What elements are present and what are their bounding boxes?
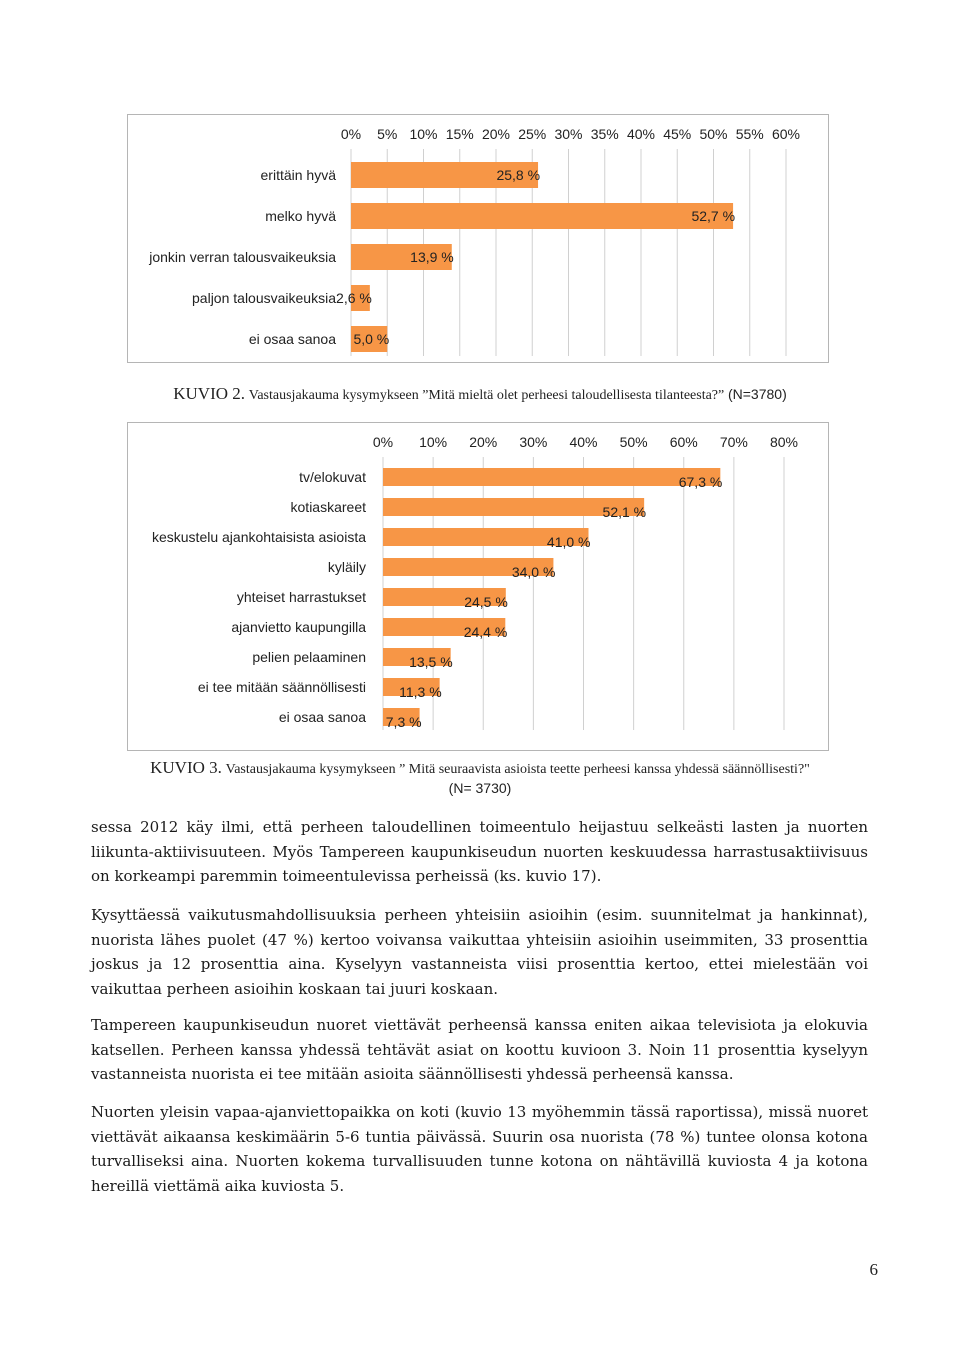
data-label: 34,0 % [511,564,556,580]
x-tick-label: 80% [769,434,799,450]
x-tick-label: 55% [735,126,764,142]
x-tick-label: 25% [518,126,547,142]
data-label: 11,3 % [399,684,442,700]
category-label: kotiaskareet [290,499,366,515]
category-label: ei osaa sanoa [248,331,336,347]
category-label: ei osaa sanoa [278,709,366,725]
caption-label: KUVIO 2. [173,384,246,403]
data-label: 7,3 % [385,714,422,730]
x-tick-label: 20% [469,434,498,450]
data-label: 24,5 % [464,594,508,610]
caption-n: (N= 3730) [448,780,512,796]
paragraph: sessa 2012 käy ilmi, että perheen taloudellinen toimeentulo heijastuu selkeästi lasten ja nuorten liikunta-aktiivisuuteen. Myös Tampereen kaupunkiseudun nuorten keskuudessa harrastusaktiivisuus on korkeampi paremmin toimeentulevissa perheissä (ks. kuvio 17). [91,818,868,885]
paragraph: Kysyttäessä vaikutusmahdollisuuksia perheen yhteisiin asioihin (esim. suunnitelmat ja hankinnat), nuorista lähes puolet (47 %) kertoo voivansa vaikuttaa yhteisiin asioihin useimmiten, 33 prosenttia joskus ja 12 prosenttia aina. Kyselyyn vastanneista viisi prosenttia kertoo, ettei mielestään voi vaikuttaa perheen asioihin koskaan tai juuri koskaan. [91,906,868,998]
x-tick-label: 30% [554,126,583,142]
page-number: 6 [869,1260,878,1279]
paragraph: Tampereen kaupunkiseudun nuoret viettävät perheensä kanssa eniten aikaa televisiota ja elokuvia katsellen. Perheen kanssa yhdessä tehtävät asiat on koottu kuvioon 3. Noin 11 prosenttia kyselyyn vastanneista nuorista ei tee mitään asioita säännöllisesti yhdessä perheensä kanssa. [91,1016,868,1083]
category-label: pelien pelaaminen [252,649,366,665]
x-tick-label: 20% [481,126,511,142]
caption-n: (N=3780) [727,386,787,402]
caption-text: Vastausjakauma kysymykseen ”Mitä mieltä olet perheesi taloudellisesta tilanteesta?” [248,388,725,403]
category-label: ajanvietto kaupungilla [231,619,366,635]
x-tick-label: 35% [590,126,619,142]
x-tick-label: 50% [619,434,648,450]
category-label: keskustelu ajankohtaisista asioista [151,529,366,545]
category-label: erittäin hyvä [260,167,336,183]
data-label: 5,0 % [353,331,390,347]
category-label: jonkin verran talousvaikeuksia [149,249,336,265]
caption-kuvio-3-n [0,780,960,798]
category-label: kyläily [327,559,366,575]
data-label: 24,4 % [463,624,508,640]
data-label: 2,6 % [336,290,372,306]
chart-2-svg [128,423,828,750]
caption-kuvio-2 [0,384,960,404]
bar [383,468,720,486]
data-label: 52,7 % [691,208,736,224]
category-label: paljon talousvaikeuksia [192,290,336,306]
x-tick-label: 40% [626,126,656,142]
x-tick-label: 0% [372,434,394,450]
caption-text: Vastausjakauma kysymykseen ” Mitä seuraavista asioista teette perheesi kanssa yhdessä säännöllisesti?" [225,762,810,777]
x-tick-label: 15% [445,126,474,142]
paragraph: Nuorten yleisin vapaa-ajanviettopaikka on koti (kuvio 13 myöhemmin tässä raportissa), missä nuoret viettävät aikaansa keskimäärin 5-6 tuntia päivässä. Suurin osa nuorista (78 %) tuntee olonsa kotona turvalliseksi aina. Nuorten kokema turvallisuuden tunne kotona on nähtävillä kuviosta 4 ja kotona hereillä viettämä aika kuviosta 5. [91,1103,868,1195]
chart-1-svg [128,115,828,362]
x-tick-label: 5% [377,126,398,142]
x-tick-label: 0% [340,126,362,142]
x-tick-label: 30% [519,434,548,450]
x-tick-label: 10% [419,434,448,450]
data-label: 41,0 % [546,534,591,550]
category-label: yhteiset harrastukset [236,589,366,605]
data-label: 25,8 % [496,167,541,183]
x-tick-label: 70% [719,434,748,450]
caption-label: KUVIO 3. [150,758,222,777]
data-label: 67,3 % [678,474,723,490]
category-label: melko hyvä [265,208,336,224]
caption-kuvio-3 [0,758,960,778]
chart-kuvio-3 [127,422,829,751]
x-tick-label: 60% [771,126,801,142]
data-label: 13,9 % [410,249,454,265]
bar [351,203,736,229]
x-tick-label: 45% [663,126,692,142]
data-label: 52,1 % [602,504,647,520]
category-label: ei tee mitään säännöllisesti [197,679,366,695]
x-tick-label: 10% [409,126,438,142]
x-tick-label: 50% [699,126,728,142]
data-label: 13,5 % [409,654,453,670]
chart-kuvio-2 [127,114,829,363]
category-label: tv/elokuvat [299,469,366,485]
x-tick-label: 40% [569,434,598,450]
x-tick-label: 60% [669,434,698,450]
